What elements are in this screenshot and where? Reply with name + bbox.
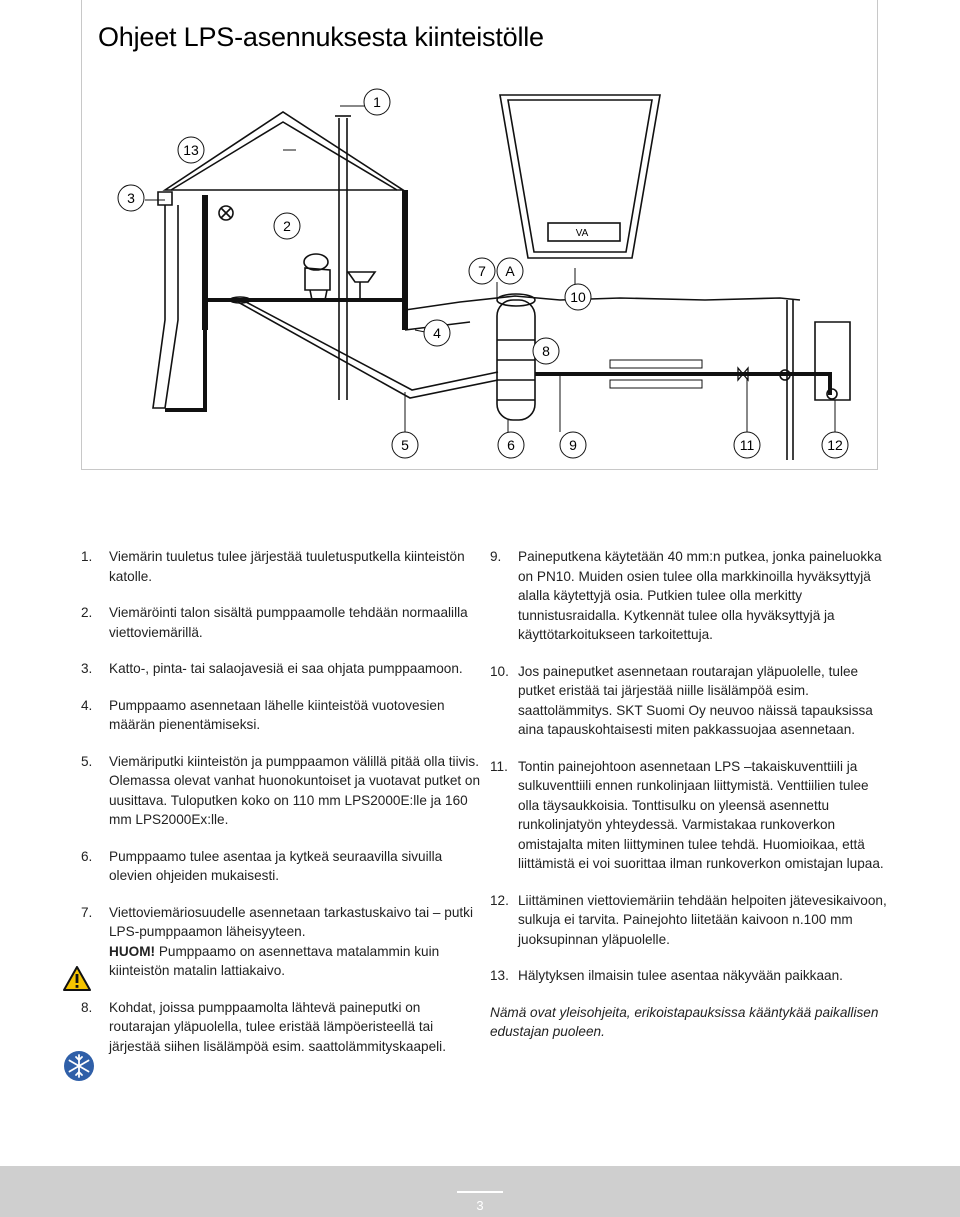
item-11: 11. Tontin painejohtoon asennetaan LPS –takaiskuventtiili ja sulkuventtiili ennen runkolinjaan liittymistä. Venttiilien tulee olla täysaukkoisia. Tonttisulku on yleensä asennettu runkolinjatyön yhteydessä. Varmistakaa runkoverkon omistajalta miten liittyminen tulee tehdä. Huomioikaa, että liittämistä ei voi suorittaa ilman runkoverkon omistajan lupaa.	[490, 758, 884, 871]
page-footer	[0, 1166, 960, 1217]
gutter	[158, 192, 172, 205]
callout-11-label: 11	[739, 437, 755, 453]
left-column	[81, 547, 481, 1056]
item-13: 13. Hälytyksen ilmaisin tulee asentaa näkyvään paikkaan.	[490, 968, 843, 983]
item-6: 6. Pumppaamo tulee asentaa ja kytkeä seuraavilla sivuilla olevien ohjeiden mukaisesti.	[81, 848, 443, 883]
general-note: Nämä ovat yleisohjeita, erikoistapauksissa kääntykää paikallisen edustajan puoleen.	[490, 1004, 879, 1039]
snowflake-icon	[63, 1050, 95, 1082]
item-12: 12. Liittäminen viettoviemäriin tehdään helpoiten jätevesikaivoon, sulkuja ei tarvita. Painejohto liitetään kaivoon n.100 mm juoksupinnan yläpuolelle.	[490, 892, 887, 947]
warning-text: Pumppaamo on asennettava matalammin kuin kiinteistön matalin lattiakaivo.	[109, 943, 440, 978]
callout-4-label: 4	[433, 325, 441, 341]
callout-9-label: 9	[569, 437, 577, 453]
page-number: 3	[476, 1198, 484, 1213]
item-8: 8. Kohdat, joissa pumppaamolta lähtevä paineputki on routarajan yläpuolella, tulee eristää lämpöeristeellä tai järjestää siihen lisälämpöä esim. saattolämmityskaapeli.	[81, 999, 446, 1054]
callout-5-label: 5	[401, 437, 409, 453]
pressure-pipe	[535, 374, 830, 395]
callout-7-label: 7	[478, 263, 486, 279]
callout-13-label: 13	[183, 142, 199, 158]
item-10: 10. Jos paineputket asennetaan routarajan yläpuolelle, tulee putket eristää tai järjestää niille lisälämpöä esim. saattolämmitys. SKT Suomi Oy neuvoo näissä tapauksissa aina tapauskohtaisesti miten pakkassuojaa asennetaan.	[490, 663, 873, 737]
warning-icon	[63, 966, 91, 992]
callout-6-label: 6	[507, 437, 515, 453]
installation-diagram	[81, 0, 878, 470]
item-9: 9. Paineputkena käytetään 40 mm:n putkea, jonka paineluokka on PN10. Muiden osien tulee olla markkinoilla hyväksyttyjä alalla käytettyjä osia. Putkien tulee olla merkitty tunnistusraidalla. Kytkennät tulee olla hyväksyttyjä ja käyttötarkoitukseen tarkoitettuja.	[490, 549, 882, 642]
sink	[348, 272, 375, 282]
item-5: 5. Viemäriputki kiinteistön ja pumppaamon välillä pitää olla tiivis. Olemassa olevat vanhat huonokuntoiset ja vuotavat putket on uusittava. Tuloputken koko on 110 mm LPS2000E:lle ja 160 mm LPS2000Ex:lle.	[81, 753, 481, 827]
callout-2-label: 2	[283, 218, 291, 234]
callout-8-label: 8	[542, 343, 550, 359]
page-title: Ohjeet LPS-asennuksesta kiinteistölle	[98, 22, 544, 52]
callout-12-label: 12	[827, 437, 843, 453]
warning-label: HUOM!	[109, 943, 156, 959]
callout-3-label: 3	[127, 190, 135, 206]
callout-A-label: A	[505, 263, 515, 279]
callout-10-label: 10	[570, 289, 586, 305]
right-column	[490, 547, 890, 1042]
va-label: VA	[575, 228, 589, 239]
callout-1-label: 1	[373, 94, 381, 110]
item-4: 4. Pumppaamo asennetaan lähelle kiinteistöä vuotovesien määrän pienentämiseksi.	[81, 697, 445, 732]
item-7: 7. Viettoviemäriosuudelle asennetaan tarkastuskaivo tai – putki LPS-pumppaamon läheisyyteen. HUOM! Pumppaamo on asennettava matalammin kuin kiinteistön matalin lattiakaivo.	[81, 904, 473, 978]
item-3: 3. Katto-, pinta- tai salaojavesiä ei saa ohjata pumppaamoon.	[81, 661, 463, 676]
footer-divider	[457, 1191, 503, 1193]
item-1: 1. Viemärin tuuletus tulee järjestää tuuletusputkella kiinteistön katolle.	[81, 549, 465, 584]
sewer-pipe	[238, 302, 498, 398]
item-2: 2. Viemäröinti talon sisältä pumppaamolle tehdään normaalilla viettoviemärillä.	[81, 605, 468, 640]
